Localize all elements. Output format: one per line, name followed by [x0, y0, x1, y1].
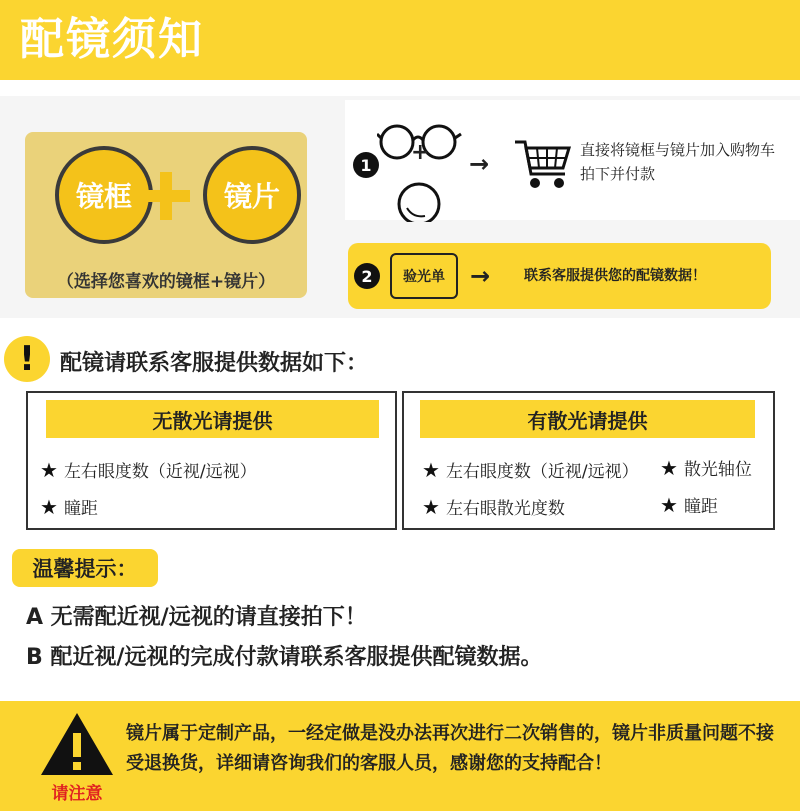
with-astigmatism-header: 有散光请提供	[420, 400, 755, 438]
star-icon: ★	[422, 457, 440, 482]
shopping-cart-icon	[513, 136, 573, 192]
frame-circle: 镜框	[55, 146, 153, 244]
list-item-label: 瞳距	[683, 497, 718, 517]
no-astigmatism-box	[26, 391, 397, 530]
step-two-number: 2	[354, 263, 380, 289]
footer-notice-text: 镜片属于定制产品，一经定做是没办法再次进行二次销售的，镜片非质量问题不接受退换货，详细请咨询我们的客服人员，感谢您的支持配合！	[126, 723, 774, 774]
step-two-arrow-icon: →	[470, 262, 491, 290]
star-icon: ★	[422, 494, 440, 519]
list-item	[660, 455, 752, 480]
list-item	[40, 457, 257, 482]
warning-label: 请注意	[51, 784, 103, 804]
list-item-label: 左右眼度数（近视/远视）	[445, 462, 639, 482]
list-item	[660, 492, 718, 517]
with-astigmatism-box	[402, 391, 775, 530]
footer-warning-banner	[0, 701, 800, 811]
list-item-label: 左右眼度数（近视/远视）	[63, 462, 257, 482]
plus-icon	[140, 154, 192, 234]
star-icon: ★	[40, 494, 58, 519]
list-item-label: 瞳距	[63, 499, 98, 519]
list-item	[40, 494, 98, 519]
glasses-and-lens-icon	[377, 112, 467, 222]
exclamation-icon: !	[4, 336, 50, 382]
step-two-text: 联系客服提供您的配镜数据！	[524, 268, 706, 284]
lens-circle: 镜片	[203, 146, 301, 244]
header-banner	[0, 0, 800, 80]
list-item-label: 散光轴位	[683, 460, 752, 480]
optometry-report-box: 验光单	[390, 253, 458, 299]
list-item	[422, 494, 565, 519]
no-astigmatism-header: 无散光请提供	[46, 400, 379, 438]
step-two-panel	[348, 243, 771, 309]
step-one-panel	[345, 100, 800, 220]
tip-line-a: A 无需配近视/远视的请直接拍下！	[26, 605, 367, 630]
warning-triangle-icon	[38, 709, 116, 779]
star-icon: ★	[40, 457, 58, 482]
combo-caption: （选择您喜欢的镜框+镜片）	[56, 272, 276, 292]
step-one-plus: +	[411, 140, 430, 165]
list-item	[422, 457, 639, 482]
list-item-label: 左右眼散光度数	[445, 499, 565, 519]
step-one-text: 直接将镜框与镜片加入购物车拍下并付款	[580, 141, 776, 183]
star-icon: ★	[660, 492, 678, 517]
step-one-number: 1	[353, 152, 379, 178]
notice-heading: 配镜请联系客服提供数据如下：	[60, 351, 369, 376]
tip-line-b: B 配近视/远视的完成付款请联系客服提供配镜数据。	[26, 645, 543, 670]
page-title: 配镜须知	[20, 14, 204, 65]
frame-lens-combo-card	[25, 132, 307, 298]
star-icon: ★	[660, 455, 678, 480]
step-one-arrow-icon: →	[469, 150, 490, 178]
tips-label: 温馨提示：	[12, 549, 158, 587]
